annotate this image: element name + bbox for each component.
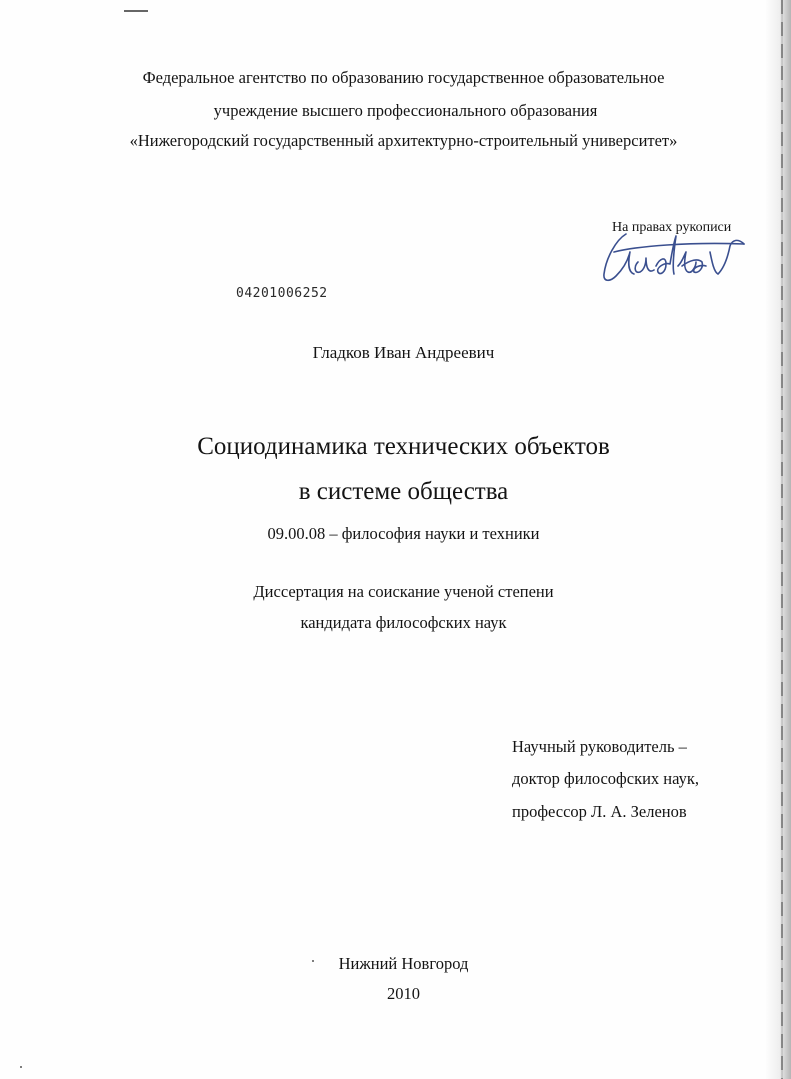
scan-edge-shadow	[765, 0, 791, 1079]
institution-line-1: Федеральное агентство по образованию государственное образовательное	[142, 68, 665, 87]
institution-line-3: «Нижегородский государственный архитектурно-строительный университет»	[129, 131, 678, 150]
author-name: Гладков Иван Андреевич	[312, 343, 495, 362]
dissertation-title-line-1: Социодинамика технических объектов	[197, 433, 610, 460]
scan-speck	[20, 1066, 22, 1068]
specialty-code: 09.00.08 – философия науки и техники	[267, 524, 540, 543]
city: Нижний Новгород	[338, 954, 469, 973]
institution-line-2: учреждение высшего профессионального образования	[213, 101, 598, 120]
manuscript-label: На правах рукописи	[612, 220, 732, 235]
supervisor-line-2: доктор философских наук,	[512, 769, 699, 788]
supervisor-line-1: Научный руководитель –	[512, 737, 687, 756]
archive-number: 04201006252	[236, 286, 328, 301]
degree-purpose-line-2: кандидата философских наук	[300, 613, 507, 632]
scan-speck	[312, 960, 314, 962]
dissertation-title-line-2: в системе общества	[298, 478, 509, 505]
degree-purpose-line-1: Диссертация на соискание ученой степени	[253, 582, 554, 601]
supervisor-line-3: профессор Л. А. Зеленов	[512, 802, 687, 821]
scan-edge-line	[781, 0, 783, 1079]
handwritten-signature	[598, 222, 748, 292]
year: 2010	[387, 984, 420, 1003]
scan-artifact-mark	[124, 10, 148, 12]
